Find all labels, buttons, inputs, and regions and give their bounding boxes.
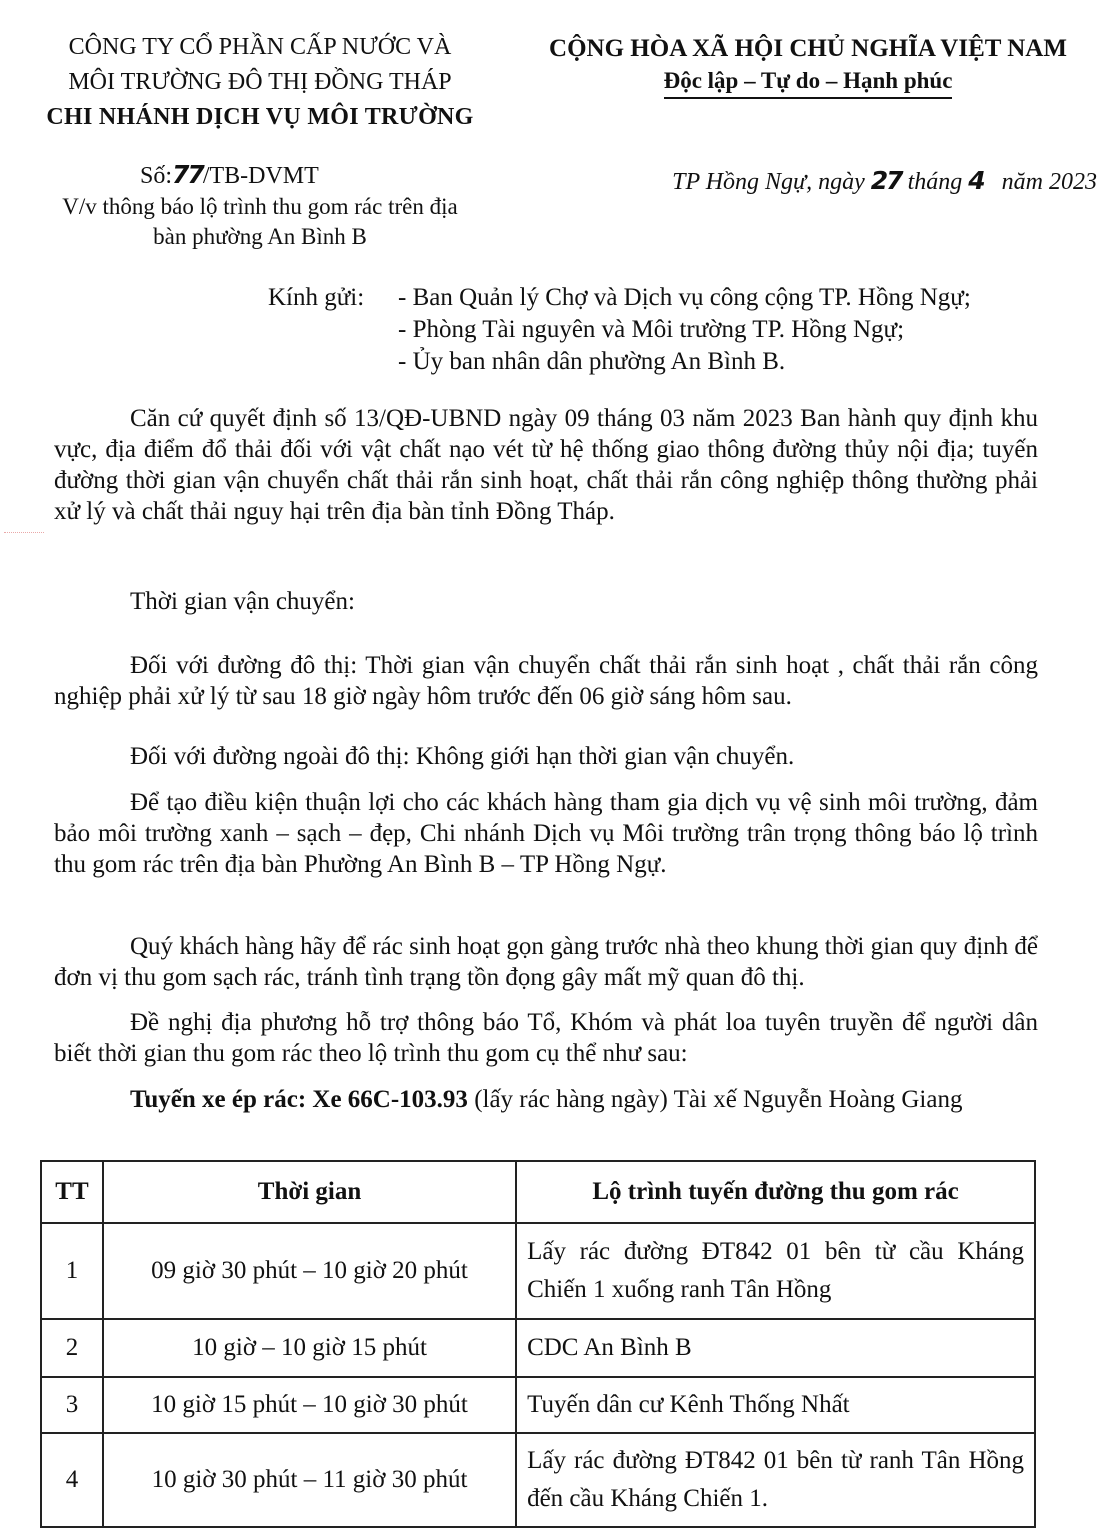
paragraph-transport-time-heading: Thời gian vận chuyển: [130,588,355,615]
row-index: 1 [41,1223,103,1319]
date-line [672,166,1097,196]
national-motto: Độc lập – Tự do – Hạnh phúc [664,66,953,99]
row-route: CDC An Bình B [516,1319,1035,1377]
recipients-label: Kính gửi: [268,284,365,311]
table-row [41,1433,1035,1527]
row-time: 10 giờ – 10 giờ 15 phút [103,1319,516,1377]
row-time: 10 giờ 15 phút – 10 giờ 30 phút [103,1377,516,1433]
table-row [41,1223,1035,1319]
number-prefix: Số: [140,163,173,189]
paragraph-non-urban-roads: Đối với đường ngoài đô thị: Không giới hạn thời gian vận chuyển. [130,743,795,770]
route-vehicle-detail: (lấy rác hàng ngày) Tài xế Nguyễn Hoàng Giang [467,1086,963,1113]
collection-schedule-table [40,1160,1036,1528]
handwritten-number: 77 [172,160,203,189]
branch-name: CHI NHÁNH DỊCH VỤ MÔI TRƯỜNG [46,104,474,130]
national-header [512,32,1104,99]
paragraph-urban-roads: Đối với đường đô thị: Thời gian vận chuyển chất thải rắn sinh hoạt , chất thải rắn công nghiệp phải xử lý từ sau 18 giờ ngày hôm trước đến 06 giờ sáng hôm sau. [54,652,1038,710]
nation-title: CỘNG HÒA XÃ HỘI CHỦ NGHĨA VIỆT NAM [549,35,1067,62]
subject-line-2: bàn phường An Bình B [153,224,367,249]
row-time: 09 giờ 30 phút – 10 giờ 20 phút [103,1223,516,1319]
handwritten-day: 27 [870,166,902,195]
year-text: năm 2023 [1001,169,1097,195]
row-route: Lấy rác đường ĐT842 01 bên từ cầu Kháng Chiến 1 xuống ranh Tân Hồng [516,1223,1035,1319]
document-number [140,160,319,190]
issuer-block [10,30,510,135]
month-label: tháng [907,169,963,195]
row-route: Tuyến dân cư Kênh Thống Nhất [516,1377,1035,1433]
recipient-item: - Ủy ban nhân dân phường An Bình B. [398,348,786,375]
header-time: Thời gian [103,1161,516,1223]
paragraph-customer-request: Quý khách hàng hãy để rác sinh hoạt gọn gàng trước nhà theo khung thời gian quy định để đơn vị thu gom sạch rác, tránh tình trạng tồn đọng gây mất mỹ quan đô thị. [54,933,1038,991]
row-time: 10 giờ 30 phút – 11 giờ 30 phút [103,1433,516,1527]
paragraph-local-support: Đề nghị địa phương hỗ trợ thông báo Tổ, Khóm và phát loa tuyên truyền để người dân biết thời gian thu gom rác theo lộ trình thu gom cụ thể như sau: [54,1009,1038,1067]
recipients-block [268,282,971,378]
recipient-item: - Phòng Tài nguyên và Môi trường TP. Hồng Ngự; [398,316,905,343]
table-row [41,1377,1035,1433]
paragraph-announcement: Để tạo điều kiện thuận lợi cho các khách hàng tham gia dịch vụ vệ sinh môi trường, đảm bảo môi trường xanh – sạch – đẹp, Chi nhánh Dịch vụ Môi trường trân trọng thông báo lộ trình thu gom rác trên địa bàn Phường An Bình B – TP Hồng Ngự. [54,789,1038,878]
table-header-row [41,1161,1035,1223]
recipient-item: - Ban Quản lý Chợ và Dịch vụ công cộng TP. Hồng Ngự; [398,284,971,311]
company-name-line1: CÔNG TY CỔ PHẦN CẤP NƯỚC VÀ [68,34,452,60]
table-row [41,1319,1035,1377]
row-index: 4 [41,1433,103,1527]
header-route: Lộ trình tuyến đường thu gom rác [516,1161,1035,1223]
header-tt: TT [41,1161,103,1223]
row-index: 3 [41,1377,103,1433]
subject-line-1: V/v thông báo lộ trình thu gom rác trên địa [62,194,458,219]
handwritten-month: 4 [968,166,984,195]
document-code: /TB-DVMT [202,163,319,189]
paragraph-legal-basis: Căn cứ quyết định số 13/QĐ-UBND ngày 09 tháng 03 năm 2023 Ban hành quy định khu vực, địa điểm đổ thải đối với vật chất nạo vét từ hệ thống giao thông đường thủy nội địa; tuyến đường thời gian vận chuyển chất thải rắn sinh hoạt, chất thải rắn công nghiệp thông thường phải xử lý và chất thải nguy hại trên địa bàn tỉnh Đồng Tháp. [54,405,1038,525]
document-subject [10,192,510,252]
row-index: 2 [41,1319,103,1377]
paragraph-route-vehicle [54,1084,1038,1115]
row-route: Lấy rác đường ĐT842 01 bên từ ranh Tân Hồng đến cầu Kháng Chiến 1. [516,1433,1035,1527]
route-vehicle-bold: Tuyến xe ép rác: Xe 66C-103.93 [130,1086,468,1113]
date-place: TP Hồng Ngự, ngày [672,169,865,195]
company-name-line2: MÔI TRƯỜNG ĐÔ THỊ ĐỒNG THÁP [68,69,452,95]
faint-stamp-mark [4,532,44,549]
